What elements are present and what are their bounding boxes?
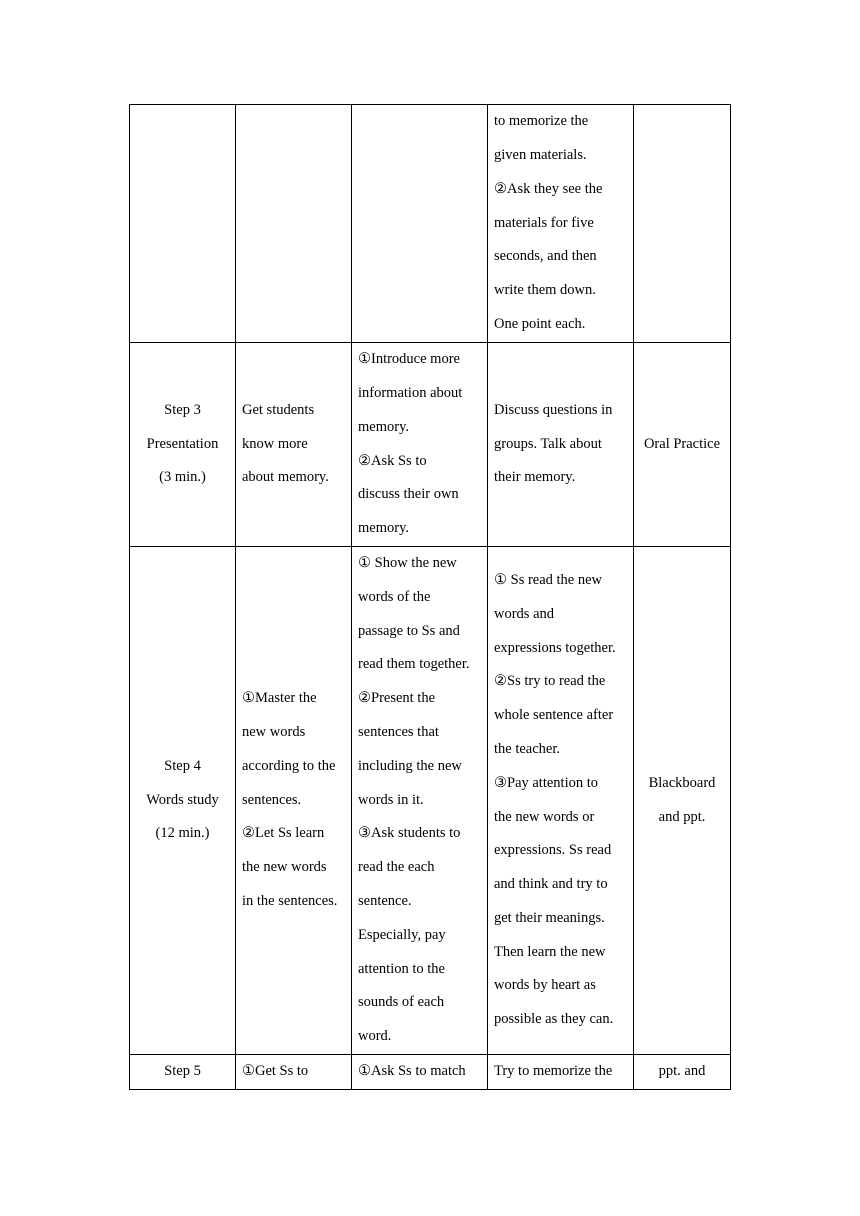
cell-text-line: get their meanings. [494,909,605,926]
objective-cell [236,1055,352,1090]
student-activity-cell [488,105,634,343]
cell-text-line: word. [358,1028,392,1045]
cell-text-line: materials for five [494,214,594,231]
teacher-activity-cell [352,1055,488,1090]
step-cell [130,105,236,343]
cell-text-line: Oral Practice [643,435,721,452]
cell-text-line: according to the [242,757,336,774]
lesson-plan-table [129,104,731,1090]
media-cell [634,105,731,343]
cell-text-line: ②Ss try to read the [494,673,606,690]
table-row [130,105,731,343]
cell-text-line: ① Ss read the new [494,571,603,588]
step-cell [130,343,236,547]
cell-text-line: Especially, pay [358,926,446,943]
cell-text-line: know more [242,435,308,452]
table-row [130,547,731,1055]
media-cell [634,1055,731,1090]
media-cell [634,343,731,547]
cell-text-line: to memorize the [494,113,589,130]
table-row [130,1055,731,1090]
cell-text-line: ②Ask they see the [494,180,603,197]
cell-text-line: ③Ask students to [358,825,461,842]
cell-text-line: groups. Talk about [494,435,602,452]
cell-text-line: (12 min.) [155,825,210,842]
cell-text-line: One point each. [494,315,586,332]
cell-text-line: words by heart as [494,977,596,994]
cell-text-line: in the sentences. [242,892,338,909]
cell-text-line: Presentation [146,435,219,452]
cell-text-line: the new words or [494,808,595,825]
cell-text-line: possible as they can. [494,1011,614,1028]
cell-text-line: the teacher. [494,740,561,757]
objective-cell [236,343,352,547]
cell-text-line: Then learn the new [494,943,606,960]
cell-text-line: their memory. [494,469,576,486]
objective-cell [236,105,352,343]
teacher-activity-cell [352,547,488,1055]
teacher-activity-cell [352,343,488,547]
cell-text-line: ①Master the [242,690,317,707]
cell-text-line: ②Let Ss learn [242,825,325,842]
step-cell [130,547,236,1055]
teacher-activity-cell [352,105,488,343]
cell-text-line: write them down. [494,282,596,299]
cell-text-line: new words [242,724,306,740]
student-activity-cell [488,343,634,547]
cell-text-line: words of the [358,588,431,605]
cell-text-line: Blackboard [648,774,716,791]
cell-text-line: Try to memorize the [494,1063,613,1080]
cell-text-line: and think and try to [494,876,608,893]
cell-text-line: ①Introduce more [358,351,460,368]
objective-cell [236,547,352,1055]
cell-text-line: sentences that [358,724,439,740]
cell-text-line: Words study [146,791,219,808]
cell-text-line: memory. [358,520,410,537]
cell-text-line: read the each [358,859,435,876]
cell-text-line: Get students [242,401,315,418]
cell-text-line: sounds of each [358,994,445,1011]
cell-text-line: discuss their own [358,486,459,503]
cell-text-line: Step 5 [164,1063,201,1080]
cell-text-line: about memory. [242,469,329,486]
cell-text-line: sentence. [358,892,412,909]
cell-text-line: whole sentence after [494,707,614,724]
cell-text-line: ②Ask Ss to [358,452,427,469]
cell-text-line: memory. [358,418,410,435]
cell-text-line: ②Present the [358,690,436,707]
cell-text-line: Step 4 [164,757,201,774]
cell-text-line: and ppt. [658,808,706,825]
cell-text-line: expressions together. [494,639,616,656]
cell-text-line: expressions. Ss read [494,842,612,859]
cell-text-line: including the new [358,757,462,774]
student-activity-cell [488,547,634,1055]
cell-text-line: (3 min.) [159,469,206,486]
cell-text-line: sentences. [242,791,302,808]
cell-text-line: words and [494,605,555,622]
cell-text-line: passage to Ss and [358,622,460,639]
cell-text-line: ① Show the new [358,555,457,572]
cell-text-line: seconds, and then [494,248,597,265]
cell-text-line: ③Pay attention to [494,774,599,791]
student-activity-cell [488,1055,634,1090]
cell-text-line: ppt. and [658,1063,706,1080]
cell-text-line: information about [358,384,463,401]
cell-text-line: attention to the [358,960,445,977]
media-cell [634,547,731,1055]
cell-text-line: ①Ask Ss to match [358,1063,466,1080]
cell-text-line: given materials. [494,147,587,163]
cell-text-line: Discuss questions in [494,401,613,418]
cell-text-line: Step 3 [164,401,201,418]
table-row [130,343,731,547]
cell-text-line: the new words [242,859,327,876]
step-cell [130,1055,236,1090]
cell-text-line: read them together. [358,656,470,673]
cell-text-line: ①Get Ss to [242,1063,309,1080]
cell-text-line: words in it. [358,791,424,808]
